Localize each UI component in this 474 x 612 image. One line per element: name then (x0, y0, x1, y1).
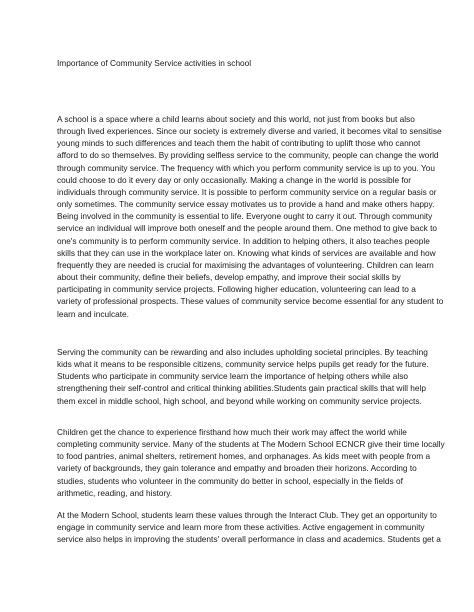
paragraph-1 (57, 113, 444, 320)
text-line: studies, students who volunteer in the community do better in school, especially in the fields of (57, 475, 403, 486)
text-line: afford to do so themselves. By providing selfless service to the community, people can change the world (57, 150, 439, 161)
text-line: variety of backgrounds, they gain tolerance and empathy and broaden their horizons. According to (57, 463, 417, 474)
text-line: skills that they can use in the workplace later on. Knowing what kinds of services are available and how (57, 247, 436, 258)
text-line: arithmetic, reading, and history. (57, 487, 173, 498)
paragraph-2 (57, 346, 427, 407)
text-line: service also helps in improving the students' overall performance in class and academics. Students get a (57, 534, 441, 545)
text-line: learn and inculcate. (57, 308, 129, 319)
text-line: A school is a space where a child learns about society and this world, not just from books but also (57, 114, 415, 124)
text-line: them excel in middle school, high school, and beyond while working on community service projects. (57, 395, 422, 406)
text-line: one's community is to perform community service. In addition to helping others, it also teaches people (57, 235, 430, 246)
text-line: Serving the community can be rewarding and also includes upholding societal principles. By teaching (57, 347, 428, 357)
text-line: to food pantries, animal shelters, retirement homes, and orphanages. As kids meet with people from a (57, 451, 431, 462)
text-line: only sometimes. The community service essay motivates us to provide a hand and make others happy. (57, 199, 435, 210)
text-line: about their community, define their beliefs, develop empathy, and improve their social skills by (57, 272, 401, 283)
text-line: through lived experiences. Since our society is extremely diverse and varied, it becomes vital to sensitise (57, 126, 442, 137)
text-line: engage in community service and learn more from these activities. Active engagement in community (57, 522, 425, 533)
text-line: could choose to do it every day or only occasionally. Making a change in the world is possible for (57, 174, 412, 185)
text-line: kids what it means to be responsible citizens, community service helps pupils get ready for the future. (57, 359, 429, 370)
text-line: through community service. The frequency with which you perform community service is up to you. You (57, 162, 435, 173)
text-line: variety of professional prospects. These values of community service become essential for any student to (57, 296, 444, 307)
text-line: completing community service. Many of the students at The Modern School ECNCR give their time locally (57, 439, 445, 450)
text-line: At the Modern School, students learn these values through the Interact Club. They get an opportunity to (57, 510, 437, 520)
text-line: Being involved in the community is essential to life. Everyone ought to carry it out. Through community (57, 211, 433, 222)
text-line: Students who participate in community service learn the importance of helping others while also (57, 371, 408, 382)
text-line: young minds to such differences and teach them the habit of contributing to uplift those who cannot (57, 138, 421, 149)
paragraph-3 (57, 426, 445, 499)
text-line: Children get the chance to experience firsthand how much their work may affect the world while (57, 427, 407, 437)
document-title: Importance of Community Service activities in school (57, 58, 252, 68)
text-line: service an individual will improve both oneself and the people around them. One method to give back to (57, 223, 438, 234)
text-line: individuals through community service. It is possible to perform community service on a regular basis or (57, 186, 437, 197)
text-line: frequently they are needed is crucial for maximising the advantages of volunteering. Children can learn (57, 259, 434, 270)
text-line: strengthening their self-control and critical thinking abilities.Students gain practical skills that will help (57, 383, 426, 394)
text-line: participating in community service projects. Following higher education, volunteering can lead to a (57, 284, 416, 295)
paragraph-4 (57, 509, 441, 545)
